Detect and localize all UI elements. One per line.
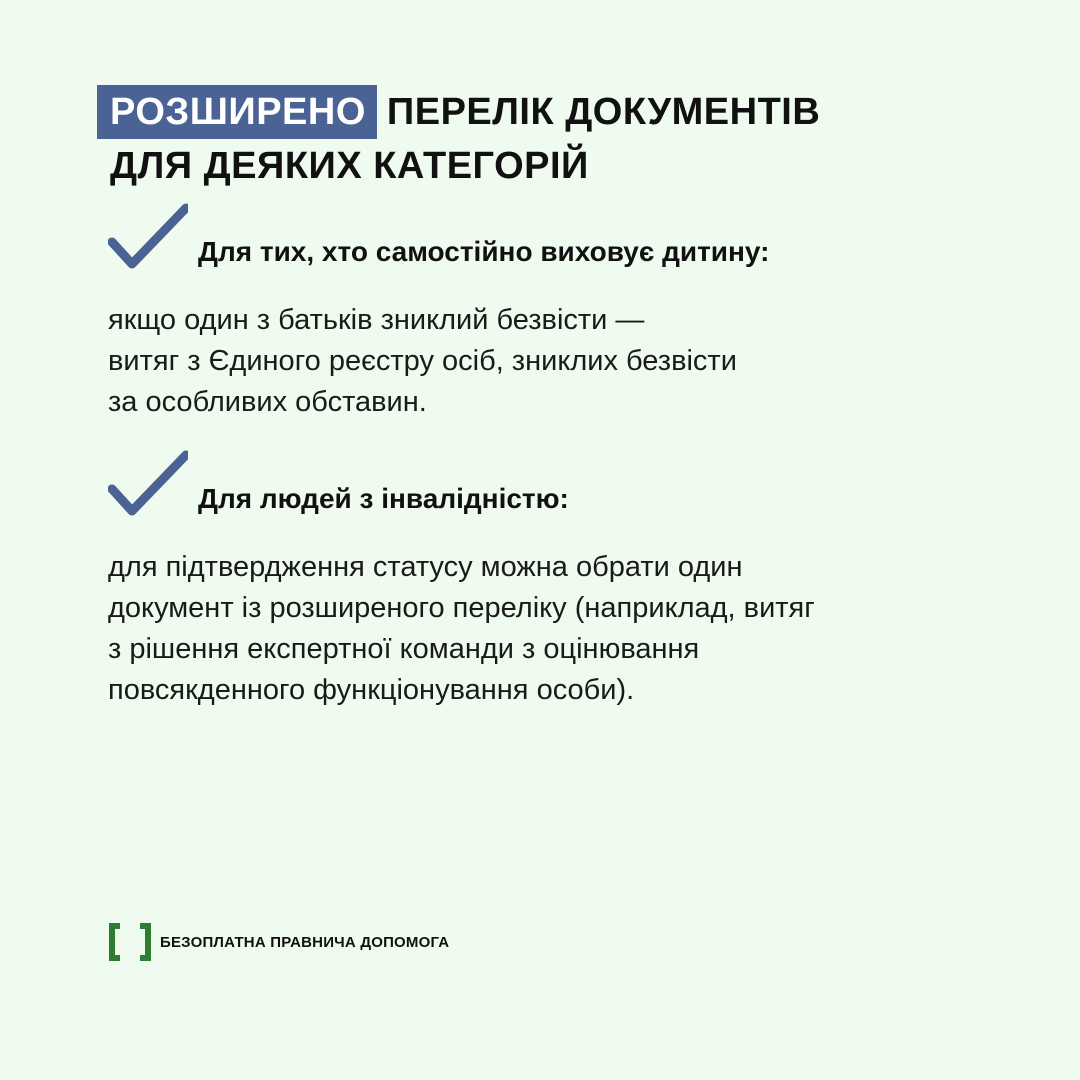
title-line-2 xyxy=(97,138,997,194)
section-disability xyxy=(108,447,1008,711)
section-single-parent xyxy=(108,200,1008,423)
body-line: витяг з Єдиного реєстру осіб, зниклих безвісти xyxy=(108,345,737,377)
body-line: для підтвердження статусу можна обрати один xyxy=(108,551,743,583)
title-line-1-text: ПЕРЕЛІК ДОКУМЕНТІВ xyxy=(386,90,821,133)
title-highlight: РОЗШИРЕНО xyxy=(97,85,377,139)
checkmark-icon xyxy=(108,202,188,270)
section-heading-row xyxy=(108,447,1008,517)
title-line-2-text: ДЛЯ ДЕЯКИХ КАТЕГОРІЙ xyxy=(110,144,589,187)
section-heading-row xyxy=(108,200,1008,270)
body-line: документ із розширеного переліку (наприклад, витяг xyxy=(108,592,815,624)
bracket-logo-icon xyxy=(108,923,152,961)
footer xyxy=(108,922,449,962)
page-title xyxy=(97,84,997,194)
section-body xyxy=(108,300,1008,423)
checkmark-icon xyxy=(108,449,188,517)
section-heading: Для людей з інвалідністю: xyxy=(198,483,569,514)
section-heading: Для тих, хто самостійно виховує дитину: xyxy=(198,236,770,267)
body-line: з рішення експертної команди з оцінювання xyxy=(108,633,700,665)
body-line: якщо один з батьків зниклий безвісти — xyxy=(108,304,645,336)
title-line-1 xyxy=(97,84,997,140)
footer-brand: БЕЗОПЛАТНА ПРАВНИЧА ДОПОМОГА xyxy=(160,933,450,951)
body-line: за особливих обставин. xyxy=(108,386,427,418)
section-body xyxy=(108,547,1008,711)
body-line: повсякденного функціонування особи). xyxy=(108,674,635,706)
